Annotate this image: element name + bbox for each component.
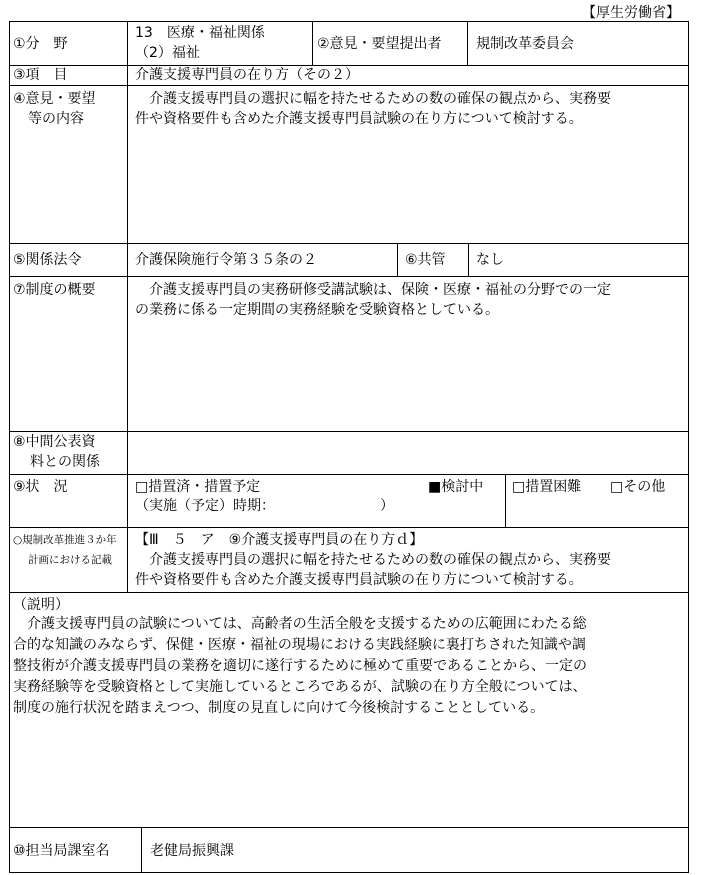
overview-text-line1: 介護支援専門員の実務研修受講試験は、保険・医療・福祉の分野での一定	[135, 282, 611, 298]
interim-label-line2: 料との関係	[30, 454, 100, 470]
interim-label-line1: ⑧中間公表資	[13, 434, 96, 450]
explanation-line3: 整技術が介護支援専門員の業務を適切に遂行するために極めて重要であることから、一定の	[13, 658, 587, 674]
plan-text-line3: 件や資格要件も含めた介護支援専門員試験の在り方について検討する。	[135, 572, 583, 588]
item-value: 介護支援専門員の在り方（その２）	[135, 67, 359, 83]
field-value-line1: 13 医療・福祉関係	[135, 25, 265, 41]
status-option-reviewing: ■検討中	[428, 479, 484, 495]
office-value: 老健局振興課	[150, 843, 234, 859]
form-table	[9, 21, 689, 873]
status-option-done: □措置済・措置予定	[135, 479, 261, 495]
overview-text-line2: の業務に係る一定期間の実務経験を受験資格としている。	[135, 302, 499, 318]
law-value: 介護保険施行令第３５条の２	[135, 252, 317, 268]
field-label: ①分 野	[13, 36, 68, 52]
explanation-line5: 制度の施行状況を踏まえつつ、制度の見直しに向けて今後検討することとしている。	[13, 700, 545, 716]
opinion-text-line2: 件や資格要件も含めた介護支援専門員試験の在り方について検討する。	[135, 111, 583, 127]
explanation-line4: 実務経験等を受験資格として実施しているところであるが、試験の在り方全般については、	[13, 679, 587, 695]
overview-label: ⑦制度の概要	[13, 282, 96, 298]
status-option-difficult: □措置困難	[512, 479, 582, 495]
ministry-name: 【厚生労働省】	[582, 5, 680, 21]
plan-label-line1: ○規制改革推進３か年	[13, 534, 117, 546]
joint-value: なし	[476, 252, 504, 268]
status-option-done-date: （実施（予定）時期： ）	[135, 498, 394, 514]
opinion-text-line1: 介護支援専門員の選択に幅を持たせるための数の確保の観点から、実務要	[135, 91, 611, 107]
submitter-label: ②意見・要望提出者	[317, 36, 442, 52]
joint-label: ⑥共管	[405, 252, 446, 268]
submitter-value: 規制改革委員会	[476, 36, 574, 52]
field-value-line2: （2）福祉	[135, 45, 200, 61]
opinion-label-line2: 等の内容	[28, 111, 84, 127]
office-label: ⑩担当局課室名	[13, 843, 110, 859]
plan-label-line2: 計画における記載	[28, 554, 112, 566]
plan-text-line2: 介護支援専門員の選択に幅を持たせるための数の確保の観点から、実務要	[135, 552, 611, 568]
status-label: ⑨状 況	[13, 479, 68, 495]
plan-text-line1: 【Ⅲ ５ ア ⑨介護支援専門員の在り方ｄ】	[135, 532, 424, 548]
status-option-other: □その他	[610, 479, 666, 495]
opinion-label-line1: ④意見・要望	[13, 91, 96, 107]
explanation-label: （説明）	[13, 597, 69, 613]
explanation-line2: 合的な知識のみならず、保健・医療・福祉の現場における実践経験に裏打ちされた知識や調	[13, 637, 586, 653]
explanation-line1: 介護支援専門員の試験については、高齢者の生活全般を支援するための広範囲にわたる総	[13, 616, 587, 632]
item-label: ③項 目	[13, 67, 68, 83]
law-label: ⑤関係法令	[13, 252, 82, 268]
